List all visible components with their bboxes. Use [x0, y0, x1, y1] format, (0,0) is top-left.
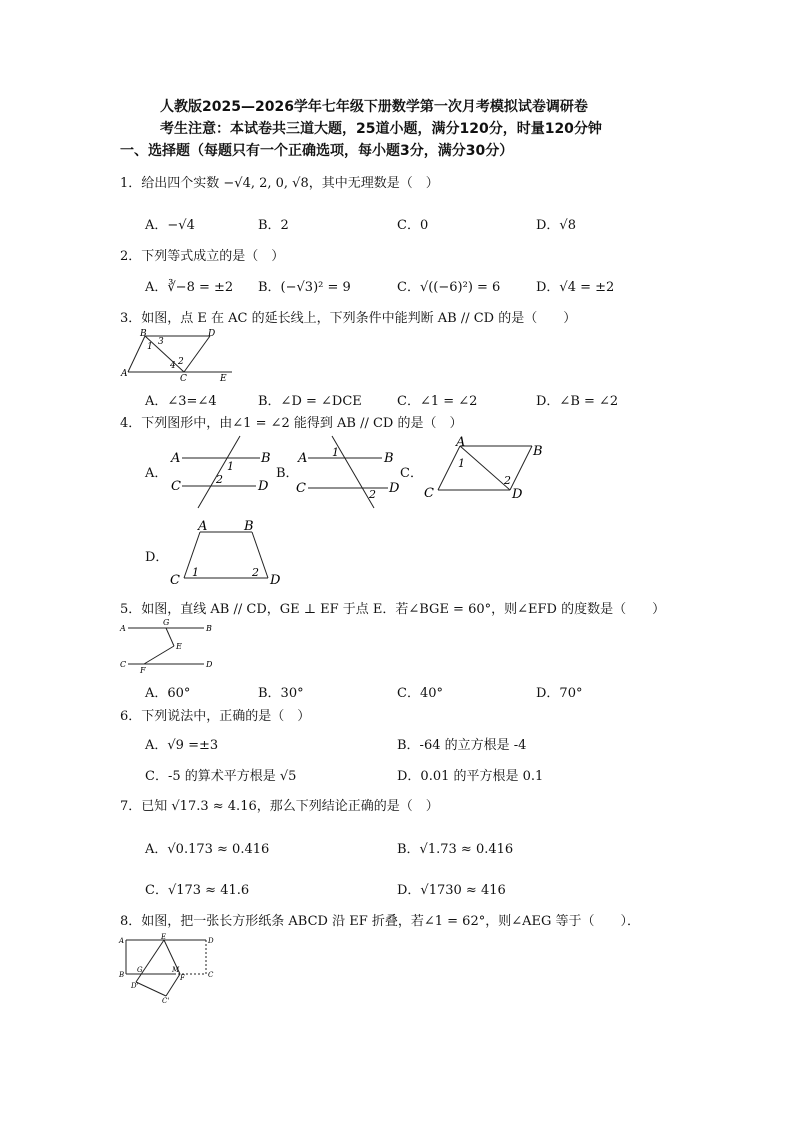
q4-figure-a	[168, 432, 288, 510]
q3-option-c[interactable]: C．∠1 = ∠2	[397, 394, 478, 409]
q8-label-b: B	[119, 971, 125, 979]
question-5-stem: 5．如图，直线 AB // CD，GE ⊥ EF 于点 E．若∠BGE = 60°，则∠EFD 的度数是（ ）	[120, 602, 666, 617]
question-8-stem: 8．如图，把一张长方形纸条 ABCD 沿 EF 折叠，若∠1 = 62°，则∠AEG 等于（ ）．	[120, 914, 641, 929]
q7-option-d[interactable]: D．√1730 ≈ 416	[397, 883, 506, 898]
q4c-label-b: B	[533, 444, 543, 459]
q4d-label-2: 2	[252, 566, 259, 579]
q4a-label-c: C	[171, 479, 181, 494]
q8-label-c: C	[208, 971, 214, 979]
q4-option-a[interactable]: A．	[145, 466, 168, 481]
q4d-label-1: 1	[192, 566, 199, 579]
q4b-label-a: A	[298, 451, 308, 466]
q3-label-e: E	[220, 374, 227, 384]
q2-option-c[interactable]: C．√((−6)²) = 6	[397, 280, 501, 295]
q5-option-a[interactable]: A．60°	[145, 686, 191, 701]
question-6-stem: 6．下列说法中，正确的是（ ）	[120, 709, 311, 724]
q1-option-d[interactable]: D．√8	[536, 218, 576, 233]
q4-option-d[interactable]: D．	[145, 550, 169, 565]
q4d-label-b: B	[244, 519, 254, 534]
exam-notice: 考生注意：本试卷共三道大题，25道小题，满分120分，时量120分钟	[160, 121, 602, 137]
q5-option-d[interactable]: D．70°	[536, 686, 583, 701]
q3-figure	[120, 328, 240, 384]
q4-figure-b	[292, 432, 412, 510]
q3-label-1: 1	[147, 342, 153, 352]
question-1-stem: 1．给出四个实数 −√4, 2, 0, √8，其中无理数是（ ）	[120, 176, 439, 191]
q4b-label-2: 2	[369, 488, 376, 501]
q4b-label-c: C	[296, 481, 306, 496]
q5-label-c: C	[120, 660, 127, 669]
question-7-stem: 7．已知 √17.3 ≈ 4.16，那么下列结论正确的是（ ）	[120, 799, 439, 814]
q6-option-a[interactable]: A．√9 =±3	[145, 738, 219, 753]
q3-label-3: 3	[158, 337, 164, 347]
q8-label-d-prime: D'	[131, 982, 139, 990]
q3-label-2: 2	[178, 357, 184, 367]
q4a-label-1: 1	[227, 460, 234, 473]
q3-label-4: 4	[170, 361, 176, 371]
q8-label-m: M	[172, 966, 180, 974]
q5-label-b: B	[206, 624, 212, 633]
q6-option-c[interactable]: C．-5 的算术平方根是 √5	[145, 769, 297, 784]
question-4-stem: 4．下列图形中，由∠1 = ∠2 能得到 AB // CD 的是（ ）	[120, 416, 463, 431]
q1-option-a[interactable]: A．−√4	[145, 218, 195, 233]
q4-figure-d	[168, 518, 288, 588]
q4c-label-c: C	[424, 486, 434, 501]
q4d-label-d: D	[270, 573, 281, 588]
q5-label-g: G	[163, 618, 170, 627]
exam-title: 人教版2025—2026学年七年级下册数学第一次月考模拟试卷调研卷	[160, 99, 588, 115]
q3-label-a: A	[121, 369, 128, 379]
q2-option-b[interactable]: B．(−√3)² = 9	[258, 280, 351, 295]
q5-label-d: D	[206, 660, 213, 669]
q7-option-c[interactable]: C．√173 ≈ 41.6	[145, 883, 250, 898]
q8-label-f: F	[180, 974, 185, 982]
q8-figure	[118, 932, 218, 1004]
q4b-label-b: B	[384, 451, 394, 466]
q1-option-b[interactable]: B．2	[258, 218, 289, 233]
q5-label-f: F	[140, 666, 146, 675]
q4c-label-2: 2	[504, 474, 511, 487]
q4d-label-a: A	[198, 519, 208, 534]
q3-option-a[interactable]: A．∠3=∠4	[145, 394, 217, 409]
q8-label-e: E	[161, 933, 167, 941]
q4a-label-b: B	[261, 451, 271, 466]
q4-option-b[interactable]: B．	[276, 466, 299, 481]
q4a-label-a: A	[171, 451, 181, 466]
q5-figure	[118, 618, 218, 674]
q8-label-a: A	[119, 937, 125, 945]
q3-option-b[interactable]: B．∠D = ∠DCE	[258, 394, 362, 409]
q4-option-c[interactable]: C．	[400, 466, 423, 481]
q4c-label-d: D	[512, 487, 523, 502]
q4c-label-a: A	[456, 435, 466, 450]
q4a-label-d: D	[258, 479, 269, 494]
q4b-label-d: D	[389, 481, 400, 496]
q2-option-d[interactable]: D．√4 = ±2	[536, 280, 615, 295]
q4d-label-c: C	[170, 573, 180, 588]
q2-option-a[interactable]: A．∛−8 = ±2	[145, 280, 234, 295]
q5-label-a: A	[120, 624, 126, 633]
q4a-label-2: 2	[216, 473, 223, 486]
q7-option-a[interactable]: A．√0.173 ≈ 0.416	[145, 842, 270, 857]
q1-option-c[interactable]: C．0	[397, 218, 429, 233]
question-2-stem: 2．下列等式成立的是（ ）	[120, 249, 285, 264]
q4b-label-1: 1	[332, 446, 339, 459]
q3-option-d[interactable]: D．∠B = ∠2	[536, 394, 619, 409]
q6-option-d[interactable]: D．0.01 的平方根是 0.1	[397, 769, 544, 784]
section-heading: 一、选择题（每题只有一个正确选项，每小题3分，满分30分）	[120, 143, 514, 159]
question-3-stem: 3．如图，点 E 在 AC 的延长线上，下列条件中能判断 AB // CD 的是（ ）	[120, 311, 577, 326]
q8-label-c-prime: C'	[162, 997, 170, 1005]
q3-label-b: B	[140, 329, 147, 339]
q5-option-b[interactable]: B．30°	[258, 686, 304, 701]
q8-label-g: G	[137, 966, 143, 974]
q5-label-e: E	[176, 642, 182, 651]
q6-option-b[interactable]: B．-64 的立方根是 -4	[397, 738, 527, 753]
q4-figure-c	[420, 436, 550, 500]
q3-label-c: C	[180, 374, 187, 384]
q7-option-b[interactable]: B．√1.73 ≈ 0.416	[397, 842, 514, 857]
q5-option-c[interactable]: C．40°	[397, 686, 443, 701]
q8-label-d: D	[208, 937, 214, 945]
q3-label-d: D	[208, 329, 216, 339]
q4c-label-1: 1	[458, 457, 465, 470]
